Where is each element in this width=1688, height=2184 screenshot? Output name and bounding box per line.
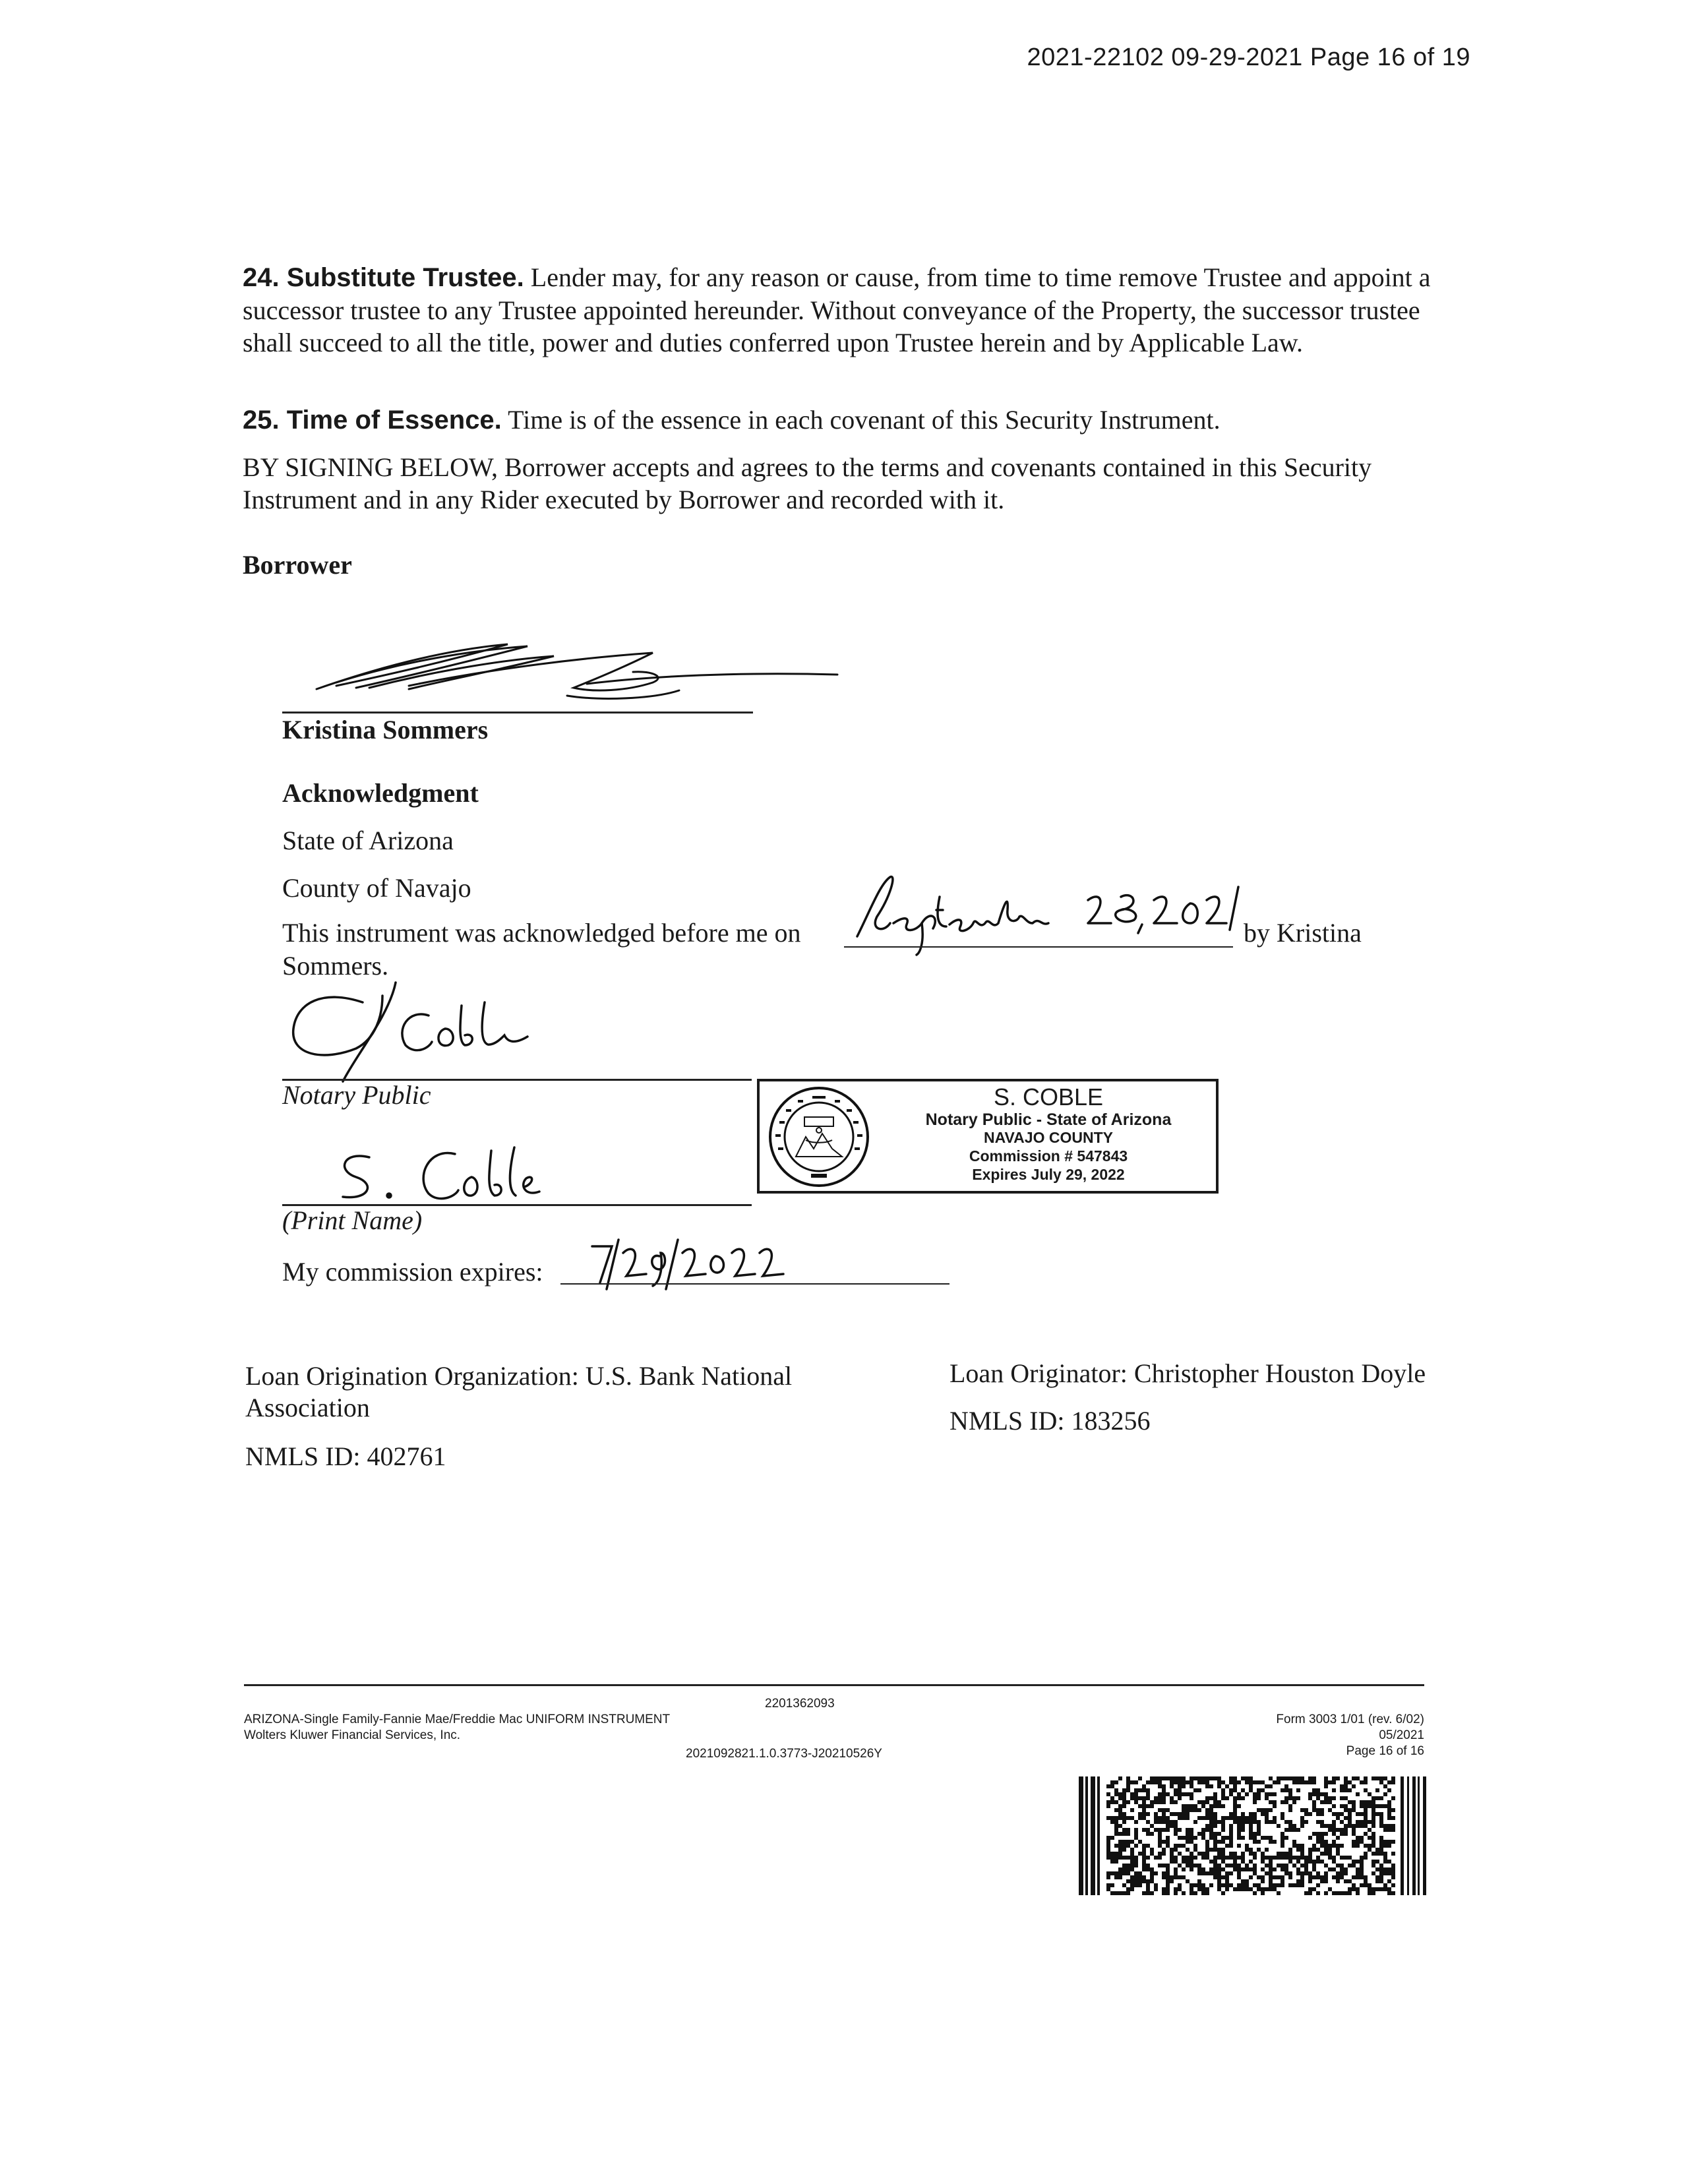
section-24 <box>243 261 1456 359</box>
arizona-state-seal-icon <box>766 1084 872 1190</box>
acknowledged-suffix: by Kristina <box>1244 918 1362 948</box>
section-24-title: 24. Substitute Trustee. <box>243 263 524 292</box>
footer-publisher: Wolters Kluwer Financial Services, Inc. <box>244 1728 461 1742</box>
loan-org-line2: Association <box>245 1393 370 1422</box>
borrower-heading: Borrower <box>243 550 352 580</box>
commission-date-line <box>560 1283 950 1285</box>
notary-public-label: Notary Public <box>282 1080 431 1110</box>
state-line: State of Arizona <box>282 826 454 855</box>
notary-stamp-expires: Expires July 29, 2022 <box>972 1166 1125 1183</box>
section-24-text: Lender may, for any reason or cause, from time to time remove Trustee and appoint a successor trustee to any Trustee appointed hereunder. Without conveyance of the Property, the successor trustee shall succeed to all the title, power and duties conferred upon Trustee herein and by Applicable Law. <box>243 262 1431 357</box>
notary-stamp-commission: Commission # 547843 <box>969 1147 1128 1165</box>
acknowledged-continuation: Sommers. <box>282 951 389 981</box>
section-25-text: Time is of the essence in each covenant of this Security Instrument. <box>501 405 1221 435</box>
handwritten-date <box>844 870 1240 956</box>
county-line: County of Navajo <box>282 873 471 903</box>
loan-org-line1: Loan Origination Organization: U.S. Bank National <box>245 1361 793 1391</box>
footer-doc-number: 2201362093 <box>765 1697 835 1711</box>
barcode-icon <box>1079 1776 1427 1895</box>
date-blank-line <box>844 946 1233 948</box>
footer-tracking: 2021092821.1.0.3773-J20210526Y <box>686 1747 882 1761</box>
borrower-signature <box>310 630 857 722</box>
print-name-handwritten <box>330 1144 541 1207</box>
borrower-name: Kristina Sommers <box>282 715 489 744</box>
section-25 <box>243 404 1456 437</box>
footer-rule <box>244 1684 1424 1686</box>
notary-stamp-name: S. COBLE <box>993 1083 1104 1110</box>
loan-originator: Loan Originator: Christopher Houston Doyle <box>950 1358 1426 1388</box>
recording-stamp: 2021-22102 09-29-2021 Page 16 of 19 <box>1027 44 1470 71</box>
notary-signature <box>284 976 560 1088</box>
commission-expires-label: My commission expires: <box>282 1257 543 1287</box>
footer-form-number: Form 3003 1/01 (rev. 6/02) <box>1276 1713 1424 1726</box>
section-25-title: 25. Time of Essence. <box>243 406 502 435</box>
notary-stamp-county: NAVAJO COUNTY <box>984 1129 1113 1146</box>
signing-statement: BY SIGNING BELOW, Borrower accepts and agrees to the terms and covenants contained in this Security Instrument and in any Rider executed by Borrower and recorded with it. <box>243 452 1372 514</box>
acknowledgment-heading: Acknowledgment <box>282 778 479 808</box>
footer-form-date: 05/2021 <box>1379 1728 1424 1742</box>
print-name-label: (Print Name) <box>282 1205 423 1235</box>
loan-originator-nmls: NMLS ID: 183256 <box>950 1406 1151 1436</box>
footer-page: Page 16 of 16 <box>1346 1744 1424 1758</box>
notary-stamp-title: Notary Public - State of Arizona <box>925 1110 1172 1129</box>
footer-form-line: ARIZONA-Single Family-Fannie Mae/Freddie Mac UNIFORM INSTRUMENT <box>244 1713 671 1726</box>
loan-org-nmls: NMLS ID: 402761 <box>245 1441 446 1471</box>
acknowledged-prefix: This instrument was acknowledged before me on <box>282 918 801 948</box>
